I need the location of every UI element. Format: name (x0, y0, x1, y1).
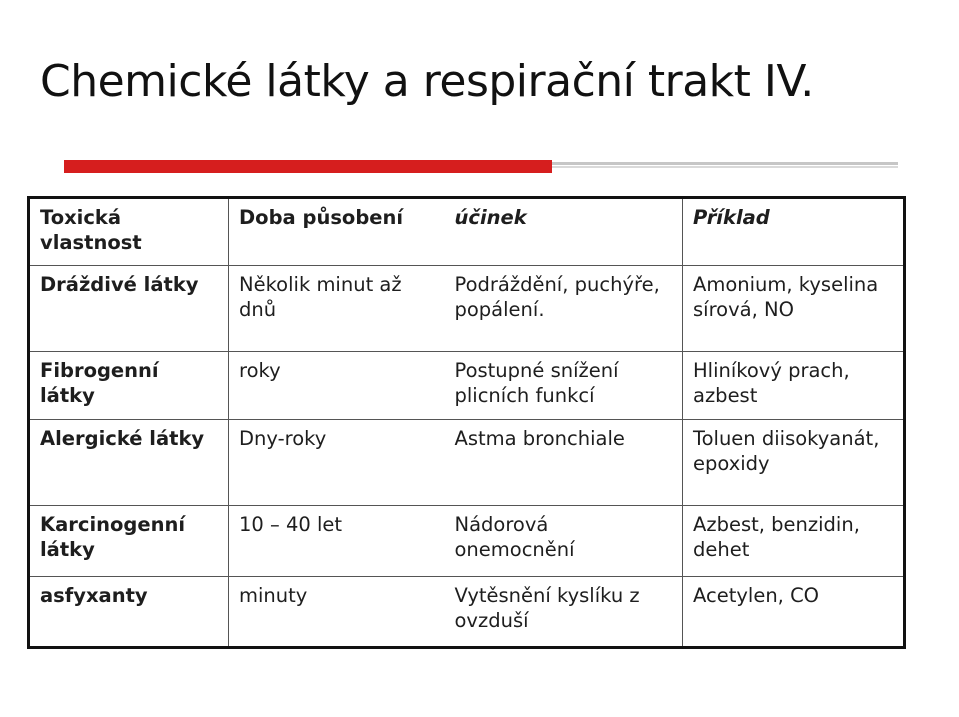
row-effect: Vytěsnění kyslíku z ovzduší (445, 577, 683, 648)
row-example: Hliníkový prach, azbest (683, 352, 905, 420)
table-row (29, 352, 905, 420)
row-example: Acetylen, CO (683, 577, 905, 648)
row-duration: 10 – 40 let (229, 506, 445, 577)
row-duration: Dny-roky (229, 420, 445, 506)
row-duration: Několik minut až dnů (229, 266, 445, 352)
table-header-row (29, 198, 905, 266)
row-duration: minuty (229, 577, 445, 648)
toxicity-table (27, 196, 906, 649)
header-duration: Doba působení (229, 198, 445, 266)
row-effect: Postupné snížení plicních funkcí (445, 352, 683, 420)
table-row (29, 266, 905, 352)
header-effect: účinek (445, 198, 683, 266)
row-example: Amonium, kyselina sírová, NO (683, 266, 905, 352)
table-row (29, 577, 905, 648)
row-property: Karcinogenní látky (29, 506, 229, 577)
row-property: Alergické látky (29, 420, 229, 506)
row-effect: Podráždění, puchýře, popálení. (445, 266, 683, 352)
red-accent-bar (64, 160, 552, 173)
table-row (29, 506, 905, 577)
slide-title: Chemické látky a respirační trakt IV. (40, 56, 814, 107)
row-property: Fibrogenní látky (29, 352, 229, 420)
row-example: Azbest, benzidin, dehet (683, 506, 905, 577)
row-example: Toluen diisokyanát, epoxidy (683, 420, 905, 506)
table-row (29, 420, 905, 506)
row-property: asfyxanty (29, 577, 229, 648)
row-effect: Astma bronchiale (445, 420, 683, 506)
gray-accent-line (552, 162, 898, 165)
gray-accent-line-lower (552, 166, 898, 168)
row-effect: Nádorová onemocnění (445, 506, 683, 577)
header-toxic-property: Toxická vlastnost (29, 198, 229, 266)
row-property: Dráždivé látky (29, 266, 229, 352)
header-example: Příklad (683, 198, 905, 266)
row-duration: roky (229, 352, 445, 420)
